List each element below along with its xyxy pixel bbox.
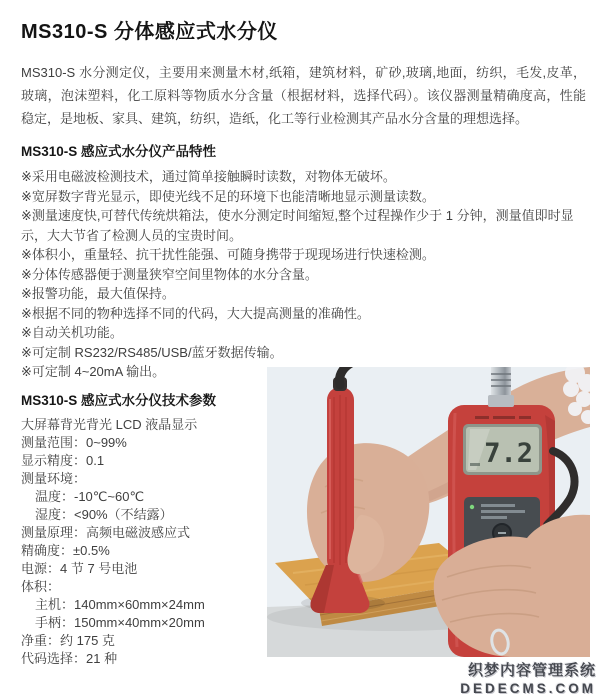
spec-line: 代码选择：21 种 bbox=[21, 650, 118, 666]
watermark bbox=[460, 661, 596, 698]
specs-heading: MS310-S 感应式水分仪技术参数 bbox=[21, 392, 217, 408]
power-led bbox=[470, 505, 474, 509]
spec-line: 测量环境： bbox=[21, 470, 87, 486]
feature-item: ※报警功能，最大值保持。 bbox=[21, 286, 175, 301]
watermark-en: DEDECMS.COM bbox=[460, 681, 596, 697]
spec-line: 精确度：±0.5% bbox=[21, 542, 110, 558]
feature-item: ※可定制 4~20mA 输出。 bbox=[21, 364, 166, 379]
product-photo bbox=[267, 367, 590, 657]
spec-line: 测量原理：高频电磁波感应式 bbox=[21, 524, 191, 540]
features-heading: MS310-S 感应式水分仪产品特性 bbox=[21, 144, 217, 159]
spec-line: 温度：-10℃~60℃ bbox=[35, 488, 145, 504]
spec-line: 体积： bbox=[21, 578, 61, 594]
feature-item: ※根据不同的物种选择不同的代码，大大提高测量的准确性。 bbox=[21, 305, 370, 321]
spec-line: 电源：4 节 7 号电池 bbox=[21, 560, 138, 576]
feature-item: ※分体传感器便于测量狭窄空间里物体的水分含量。 bbox=[21, 266, 318, 282]
spec-line: 湿度：<90%（不结露） bbox=[35, 506, 173, 522]
features-list bbox=[21, 167, 593, 382]
spec-line: 净重：约 175 克 bbox=[21, 632, 115, 648]
spec-line: 主机：140mm×60mm×24mm bbox=[35, 596, 205, 612]
feature-item: ※宽屏数字背光显示，即使光线不足的环境下也能清晰地显示测量读数。 bbox=[21, 188, 435, 204]
specs-list bbox=[21, 416, 283, 668]
feature-item: ※测量速度快,可替代传统烘箱法，使水分测定时间缩短,整个过程操作少于 1 分钟，测量值即时显示，大大节省了检测人员的宝贵时间。 bbox=[21, 208, 574, 243]
feature-item: ※采用电磁波检测技术，通过简单接触瞬时读数，对物体无破坏。 bbox=[21, 169, 396, 184]
watermark-cn: 织梦内容管理系统 bbox=[467, 661, 596, 679]
spec-line: 测量范围：0~99% bbox=[21, 434, 127, 450]
meter-reading: 7.2 bbox=[484, 438, 533, 469]
feature-item: ※体积小，重量轻、抗干扰性能强、可随身携带于现现场进行快速检测。 bbox=[21, 247, 435, 262]
meter-top-label bbox=[475, 416, 531, 419]
intro-paragraph: MS310-S 水分测定仪，主要用来测量木材,纸箱，建筑材料，矿砂,玻璃,地面，纺织，毛发,皮革，玻璃，泡沫塑料，化工原料等物质水分含量（根据材料，选择代码）。该仪器测量精确度高，性能稳定，是地板、家具、建筑，纺织，造纸，化工等行业检测其产品水分含量的理想选择。 bbox=[21, 65, 586, 126]
spec-line: 大屏幕背光背光 LCD 液晶显示 bbox=[21, 416, 198, 432]
feature-item: ※可定制 RS232/RS485/USB/蓝牙数据传输。 bbox=[21, 344, 283, 360]
feature-item: ※自动关机功能。 bbox=[21, 325, 123, 340]
spec-line: 手柄：150mm×40mm×20mm bbox=[35, 614, 205, 630]
page-title: MS310-S 分体感应式水分仪 bbox=[21, 21, 278, 43]
spec-line: 显示精度：0.1 bbox=[21, 452, 105, 468]
